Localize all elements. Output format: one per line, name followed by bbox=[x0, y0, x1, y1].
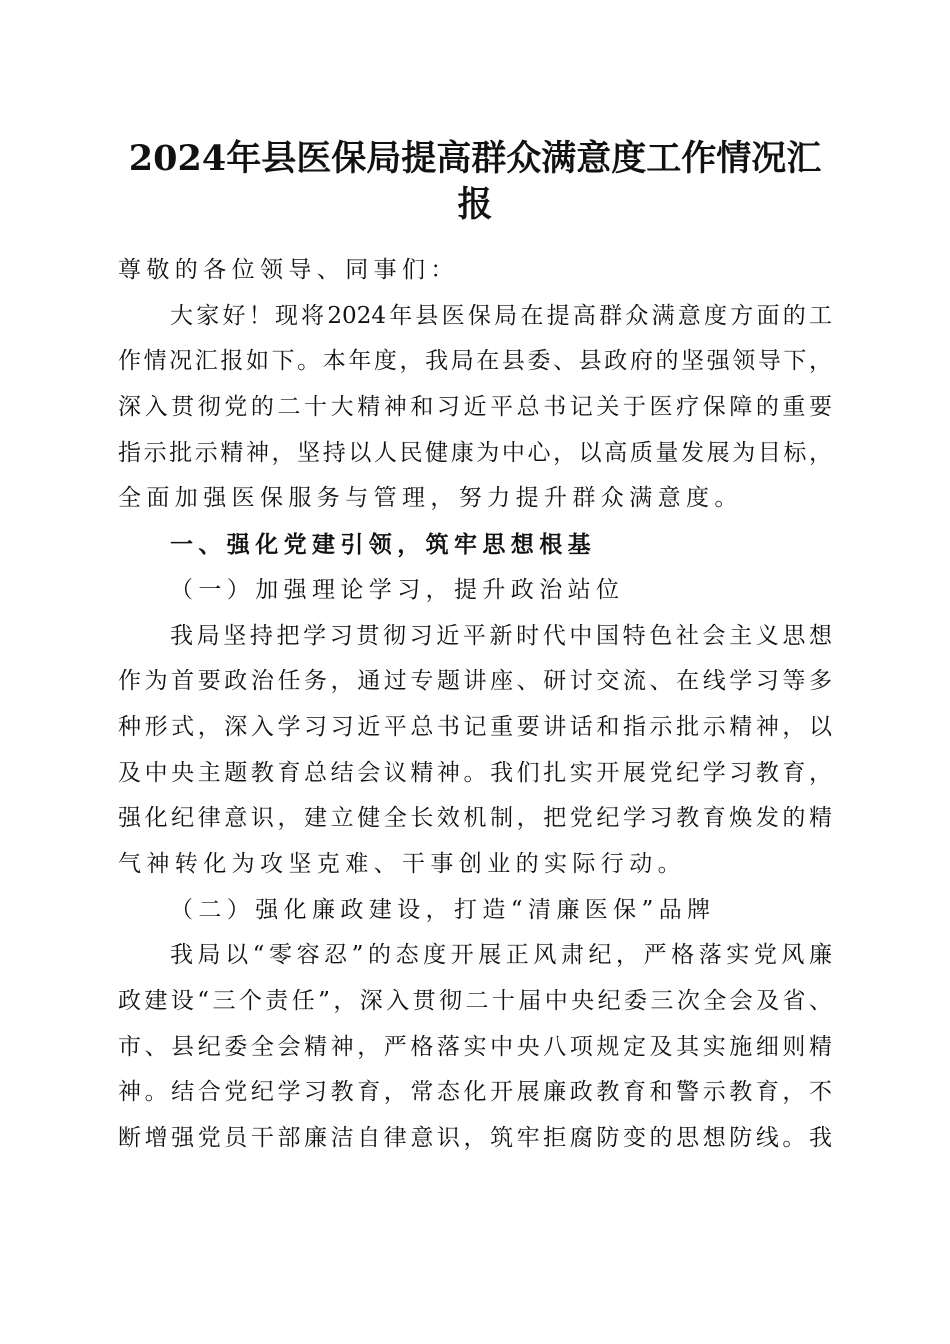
text-line: 及中央主题教育总结会议精神。我们扎实开展党纪学习教育， bbox=[118, 759, 832, 786]
text-line: 指示批示精神，坚持以人民健康为中心，以高质量发展为目标， bbox=[118, 439, 832, 466]
document-body bbox=[118, 248, 832, 1162]
text-line: （一）加强理论学习，提升政治站位 bbox=[170, 576, 625, 603]
paragraph bbox=[118, 294, 832, 522]
heading bbox=[118, 522, 832, 568]
text-line: 政建设“三个责任”，深入贯彻二十届中央纪委三次全会及省、 bbox=[118, 988, 832, 1014]
text-line: 种形式，深入学习习近平总书记重要讲话和指示批示精神，以 bbox=[118, 713, 832, 740]
title-line: 2024年县医保局提高群众满意度工作情况汇 bbox=[128, 138, 822, 179]
text-line: 我局以“零容忍”的态度开展正风肃纪，严格落实党风廉 bbox=[170, 942, 832, 969]
text-line: 我局坚持把学习贯彻习近平新时代中国特色社会主义思想 bbox=[170, 622, 832, 649]
paragraph bbox=[118, 614, 832, 888]
text-line: 气神转化为攻坚克难、干事创业的实际行动。 bbox=[118, 850, 686, 877]
text-line: 市、县纪委全会精神，严格落实中央八项规定及其实施细则精 bbox=[118, 1033, 832, 1060]
text-line: 断增强党员干部廉洁自律意识，筑牢拒腐防变的思想防线。我 bbox=[118, 1125, 832, 1152]
subheading bbox=[118, 568, 832, 614]
text-line: 大家好！现将2024年县医保局在提高群众满意度方面的工 bbox=[170, 302, 832, 329]
title-line: 报 bbox=[457, 184, 493, 225]
text-line: 尊敬的各位领导、同事们： bbox=[118, 257, 459, 283]
text-line: 强化纪律意识，建立健全长效机制，把党纪学习教育焕发的精 bbox=[118, 805, 832, 832]
paragraph bbox=[118, 933, 832, 1161]
text-line: 神。结合党纪学习教育，常态化开展廉政教育和警示教育，不 bbox=[118, 1079, 832, 1106]
subheading bbox=[118, 888, 832, 934]
document-title bbox=[100, 136, 850, 228]
text-line: 深入贯彻党的二十大精神和习近平总书记关于医疗保障的重要 bbox=[118, 394, 832, 421]
text-line: （二）强化廉政建设，打造“清廉医保”品牌 bbox=[170, 896, 716, 923]
text-line: 作情况汇报如下。本年度，我局在县委、县政府的坚强领导下， bbox=[118, 348, 832, 375]
text-line: 一、强化党建引领，筑牢思想根基 bbox=[170, 531, 596, 559]
salutation bbox=[118, 248, 832, 294]
text-line: 作为首要政治任务，通过专题讲座、研讨交流、在线学习等多 bbox=[118, 668, 832, 695]
text-line: 全面加强医保服务与管理，努力提升群众满意度。 bbox=[118, 485, 743, 512]
